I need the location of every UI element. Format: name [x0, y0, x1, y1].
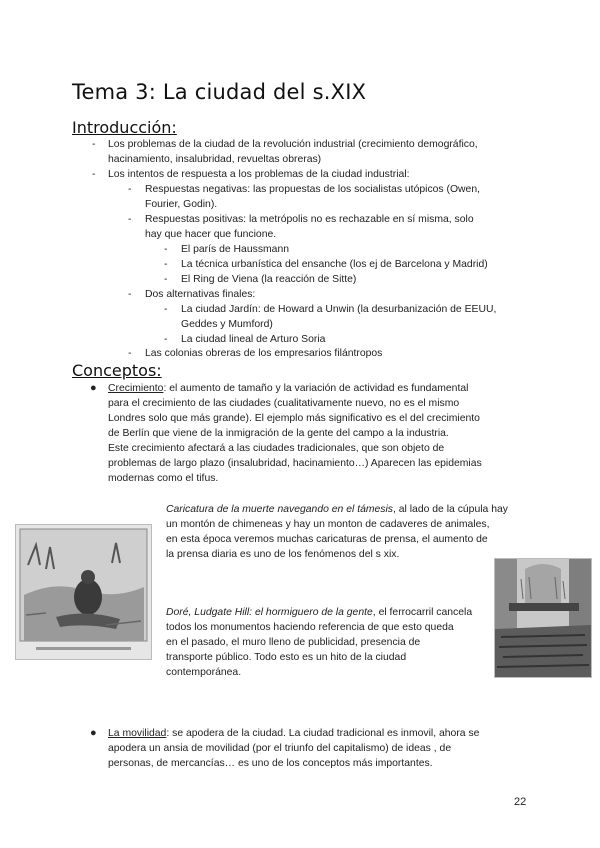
- caricatura-line1: [166, 502, 508, 517]
- dash-bullet: -: [128, 184, 132, 195]
- crecimiento-line5: Este crecimiento afectará a las ciudades tradicionales, que son objeto de: [108, 443, 445, 454]
- dore-line3: en el pasado, el muro lleno de publicidad, presencia de: [166, 637, 421, 648]
- crecimiento-line3: Londres solo que más grande). El ejemplo más significativo es el del crecimiento: [108, 413, 480, 424]
- dore-title: Doré, Ludgate Hill: el hormiguero de la gente: [166, 607, 373, 618]
- dash-bullet: -: [164, 334, 168, 345]
- intro-item-2: Los intentos de respuesta a los problemas de la ciudad industrial:: [108, 169, 410, 180]
- dore-image: [494, 558, 592, 678]
- bullet-dot: ●: [90, 727, 97, 739]
- dore-text-1: , el ferrocarril cancela: [372, 607, 473, 618]
- bullet-dot: ●: [90, 382, 97, 394]
- movilidad-line2: apodera un ansia de movilidad (por el triunfo del capitalismo) de ideas , de: [108, 743, 452, 754]
- caricatura-text-1: , al lado de la cúpula hay: [393, 504, 508, 515]
- movilidad-label: La movilidad: [108, 728, 167, 739]
- crecimiento-line2: para el crecimiento de las ciudades (cualitativamente nuevo, no es el mismo: [108, 398, 460, 409]
- crecimiento-line7: modernas como el tifus.: [108, 473, 219, 484]
- dash-bullet: -: [128, 289, 132, 300]
- intro-item-1-line1: Los problemas de la ciudad de la revolución industrial (crecimiento demográfico,: [108, 139, 478, 150]
- dash-bullet: -: [92, 139, 96, 150]
- finales-item-1b: Geddes y Mumford): [181, 319, 273, 330]
- dore-line4: transporte público. Todo esto es un hito de la ciudad: [166, 652, 407, 663]
- dore-drawing: [495, 559, 591, 677]
- intro-heading: Introducción:: [72, 118, 177, 137]
- caricatura-title: Caricatura de la muerte navegando en el támesis: [166, 504, 393, 515]
- negativas-line1: Respuestas negativas: las propuestas de los socialistas utópicos (Owen,: [145, 184, 480, 195]
- conceptos-heading: Conceptos:: [72, 361, 162, 380]
- positivas-item-1: El parís de Haussmann: [181, 244, 290, 255]
- positivas-item-2: La técnica urbanística del ensanche (los ej de Barcelona y Madrid): [181, 259, 488, 270]
- negativas-line2: Fourier, Godin).: [145, 199, 218, 210]
- page-title: Tema 3: La ciudad del s.XIX: [72, 80, 367, 104]
- movilidad-text-1: : se apodera de la ciudad. La ciudad tradicional es inmovil, ahora se: [166, 728, 480, 739]
- movilidad-line1: [108, 726, 479, 741]
- caricatura-line4: la prensa diaria es uno de los fenómenos del s xix.: [166, 549, 400, 560]
- caricature-drawing: [16, 525, 151, 659]
- dash-bullet: -: [164, 274, 168, 285]
- dash-bullet: -: [128, 348, 132, 359]
- crecimiento-label: Crecimiento: [108, 383, 164, 394]
- positivas-item-3: El Ring de Viena (la reacción de Sitte): [181, 274, 357, 285]
- finales-label: Dos alternativas finales:: [145, 289, 256, 300]
- dore-line2: todos los monumentos haciendo referencia de que esto queda: [166, 622, 454, 633]
- finales-item-2: La ciudad lineal de Arturo Soria: [181, 334, 326, 345]
- dore-line5: contemporánea.: [166, 667, 242, 678]
- crecimiento-text-1: : el aumento de tamaño y la variación de actividad es fundamental: [163, 383, 469, 394]
- positivas-line1: Respuestas positivas: la metrópolis no es rechazable en sí misma, solo: [145, 214, 474, 225]
- dash-bullet: -: [128, 214, 132, 225]
- dash-bullet: -: [92, 169, 96, 180]
- dore-line1: [166, 605, 472, 620]
- dash-bullet: -: [164, 259, 168, 270]
- caricature-image: [15, 524, 152, 660]
- crecimiento-line4: de Berlín que viene de la inmigración de la gente del campo a la industria.: [108, 428, 449, 439]
- dash-bullet: -: [164, 304, 168, 315]
- dash-bullet: -: [164, 244, 168, 255]
- crecimiento-line6: problemas de largo plazo (insalubridad, hacinamiento…) Aparecen las epidemias: [108, 458, 482, 469]
- movilidad-line3: personas, de mercancías… es uno de los conceptos más importantes.: [108, 758, 433, 769]
- positivas-line2: hay que hacer que funcione.: [145, 229, 277, 240]
- crecimiento-line1: [108, 381, 468, 396]
- caricatura-line2: un montón de chimeneas y hay un monton de cadaveres de animales,: [166, 519, 490, 530]
- page-number: 22: [514, 796, 527, 808]
- caricatura-line3: en esta época veremos muchas caricaturas de prensa, el aumento de: [166, 534, 488, 545]
- intro-item-1-line2: hacinamiento, insalubridad, revueltas obreras): [108, 154, 322, 165]
- finales-item-1: La ciudad Jardín: de Howard a Unwin (la desurbanización de EEUU,: [181, 304, 497, 315]
- colonias: Las colonias obreras de los empresarios filántropos: [145, 348, 383, 359]
